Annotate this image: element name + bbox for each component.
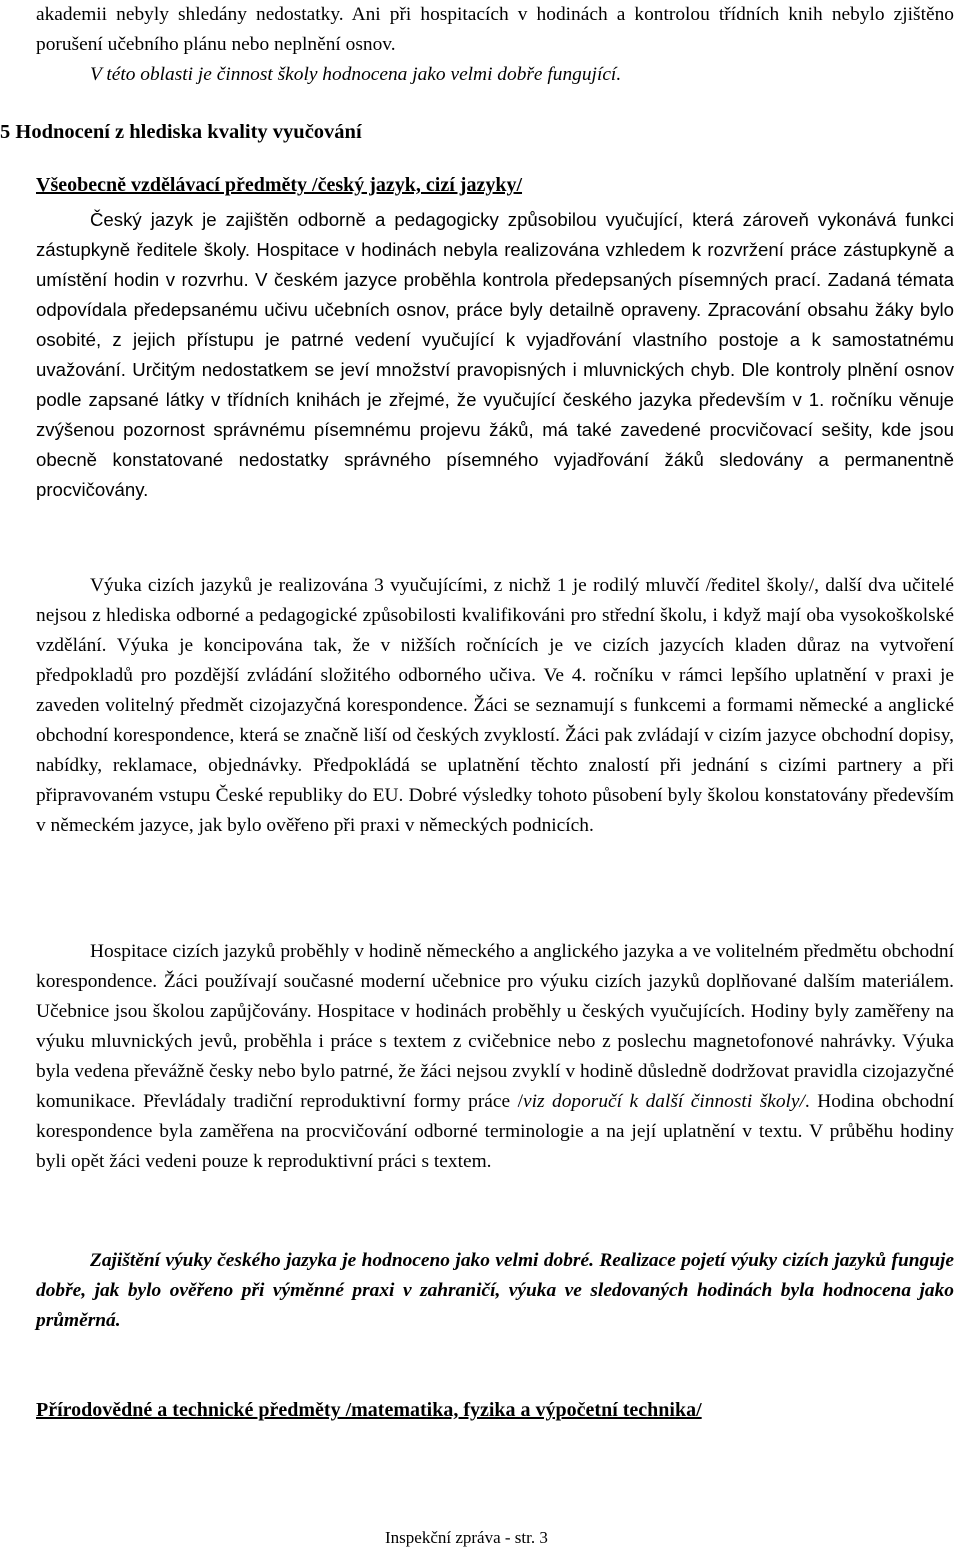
paragraph-language-inspections: [36, 937, 954, 1177]
section-heading: 5 Hodnocení z hlediska kvality vyučování: [0, 121, 362, 143]
intro-paragraph: akademii nebyly shledány nedostatky. Ani při hospitacích v hodinách a kontrolou třídních knih nebylo zjištěno porušení učebního plánu nebo neplnění osnov.: [36, 4, 954, 55]
inspection-text-end: . Hodina obchodní korespondence byla zaměřena na procvičování odborné terminologie a na její uplatnění v textu. V průběhu hodiny byli opět žáci vedeni pouze k reproduktivní práci s textem.: [36, 1091, 954, 1172]
paragraph-czech-language: Český jazyk je zajištěn odborně a pedagogicky způsobilou vyučující, která zároveň vykonává funkci zástupkyně ředitele školy. Hospitace v hodinách nebyla realizována vzhledem k rozvržení práce zástupkyně a umístění hodin v rozvrhu. V českém jazyce proběhla kontrola předepsaných písemných prací. Zadaná témata odpovídala předepsanému učivu učebních osnov, práce byly detailně opraveny. Zpracování obsahu žáky bylo osobité, z jejich přístupu je patrné vedení vyučující k vyjadřování vlastního postoje a k samostatnému uvažování. Určitým nedostatkem se jeví množství pravopisných i mluvnických chyb. Dle kontroly plnění osnov podle zapsané látky v třídních knihách je zřejmé, že vyučující českého jazyka především v 1. ročníku věnuje zvýšenou pozornost správnému písemnému projevu žáků, má také zavedené procvičovací sešity, kde jsou obecně konstatované nedostatky správného písemného vyjadřování žáků sledovány a permanentně procvičovány.: [36, 209, 954, 500]
paragraph-foreign-languages: Výuka cizích jazyků je realizována 3 vyučujícími, z nichž 1 je rodilý mluvčí /ředitel školy/, další dva učitelé nejsou z hlediska odborné a pedagogické způsobilosti kvalifikováni pro střední školu, i když mají oba vysokoškolské vzdělání. Výuka je koncipována tak, že v nižších ročnících je ve cizích jazycích kladen důraz na vytvoření předpokladů pro pozdější zvládání složitého odborného učiva. Ve 4. ročníku v rámci lepšího uplatnění v praxi je zaveden volitelný předmět cizojazyčná korespondence. Žáci se seznamují s funkcemi a formami německé a anglické obchodní korespondence, která se značně liší od českých zvyklostí. Žáci pak zvládají v cizím jazyce obchodní dopisy, nabídky, reklamace, objednávky. Předpokládá se uplatnění těchto znalostí při jednání s cizími partnery a při připravovaném vstupu České republiky do EU. Dobré výsledky tohoto působení byly školou konstatovány především v německém jazyce, jak bylo ověřeno při praxi v německých podnicích.: [36, 575, 954, 836]
subheading-general-subjects: Všeobecně vzdělávací předměty /český jazyk, cizí jazyky/: [36, 174, 523, 196]
inspection-reference: viz doporučí k další činnosti školy/: [522, 1091, 805, 1112]
page-footer: Inspekční zpráva - str. 3: [385, 1528, 548, 1547]
subheading-science-subjects: Přírodovědné a technické předměty /matematika, fyzika a výpočetní technika/: [36, 1399, 702, 1421]
intro-verdict: V této oblasti je činnost školy hodnocena jako velmi dobře fungující.: [90, 64, 622, 85]
languages-verdict: Zajištění výuky českého jazyka je hodnoceno jako velmi dobré. Realizace pojetí výuky cizích jazyků funguje dobře, jak bylo ověřeno při výměnné praxi v zahraničí, výuka ve sledovaných hodinách byla hodnocena jako průměrná.: [36, 1250, 954, 1331]
inspection-text-start: Hospitace cizích jazyků proběhly v hodině německého a anglického jazyka a ve volitelném předmětu obchodní korespondence. Žáci používají současné moderní učebnice pro výuku cizích jazyků doplňované dalším materiálem. Učebnice jsou školou zapůjčovány. Hospitace v hodinách proběhly u českých vyučujících. Hodiny byly zaměřeny na výuku mluvnických jevů, proběhla i práce s textem z cvičebnice nebo z poslechu magnetofonové nahrávky. Výuka byla vedena převážně česky nebo bylo patrné, že žáci nejsou zvyklí v hodině důsledně dodržovat pravidla cizojazyčné komunikace. Převládaly tradiční reproduktivní formy práce /: [36, 941, 954, 1112]
